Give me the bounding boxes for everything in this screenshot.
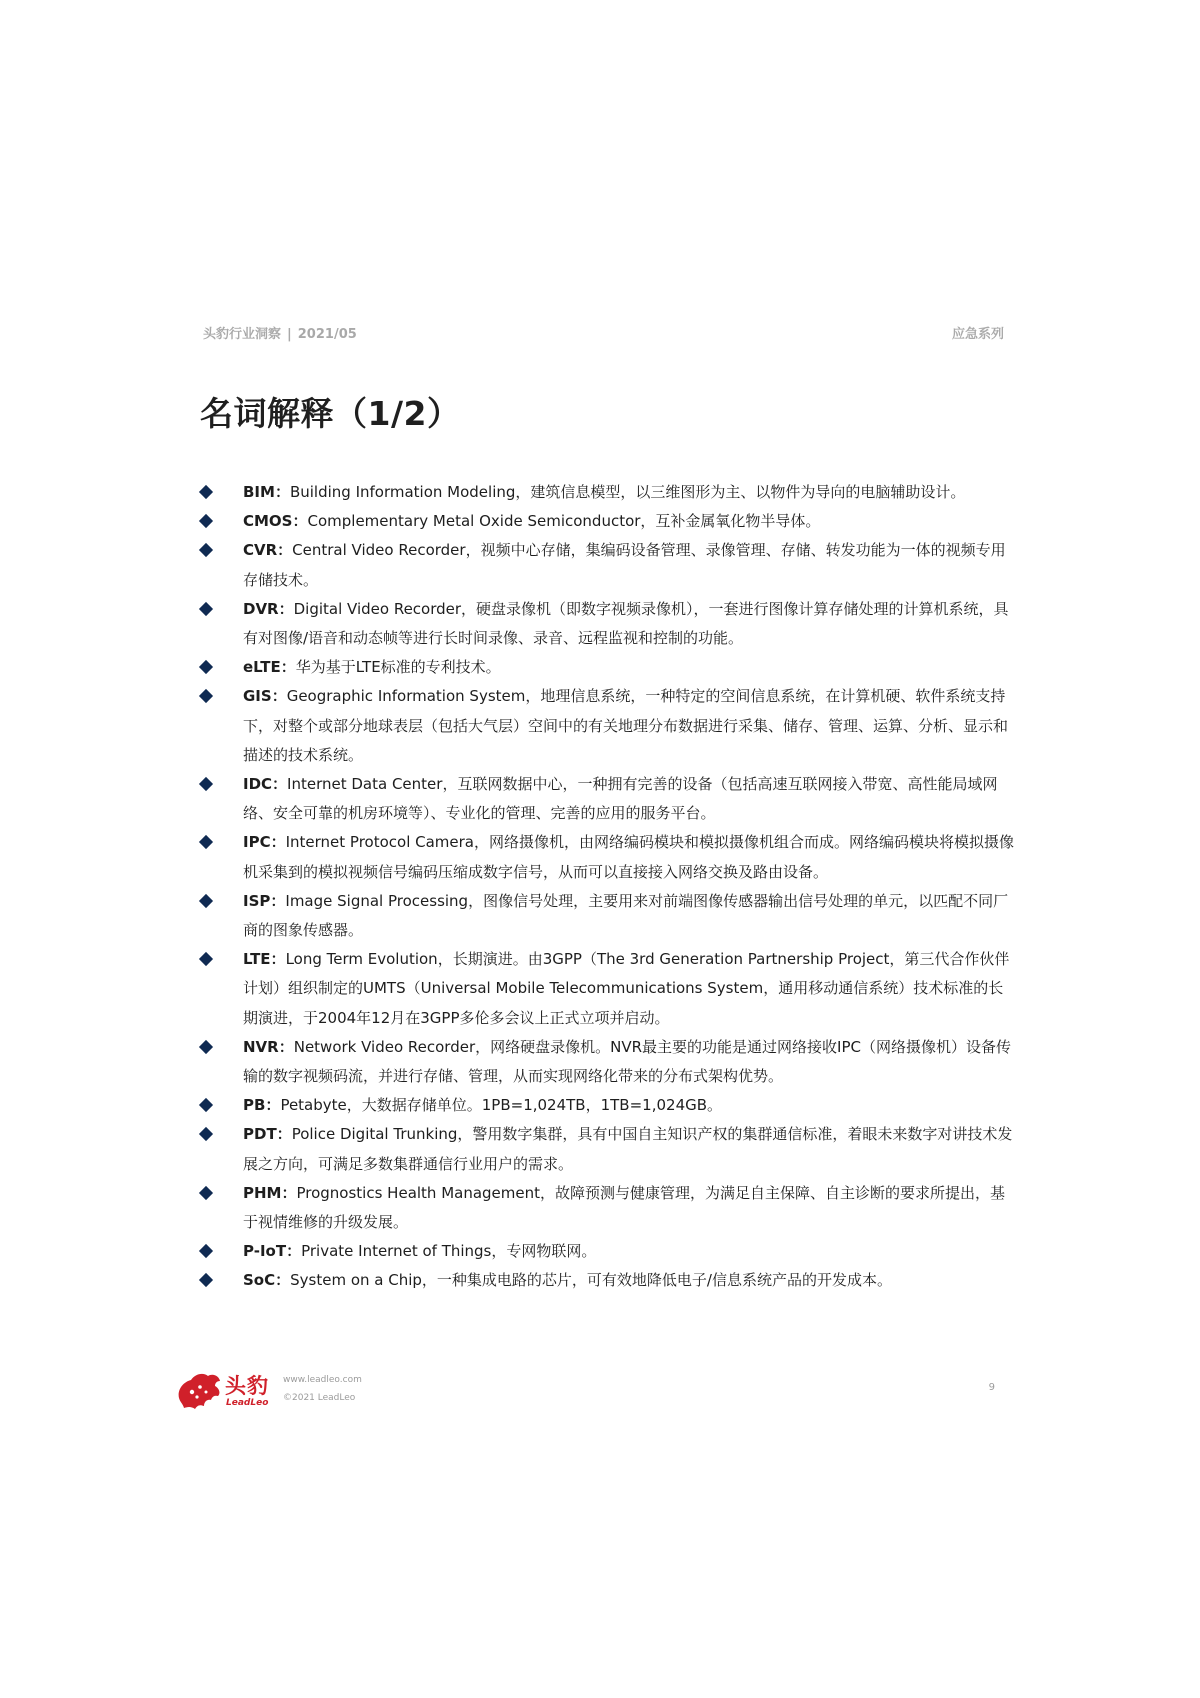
term-abbreviation: GIS： xyxy=(243,687,287,706)
glossary-item xyxy=(198,1120,1018,1178)
brand-name-cn: 头豹 xyxy=(225,1374,269,1398)
diamond-bullet-icon xyxy=(199,1098,213,1112)
header-left xyxy=(203,323,357,342)
term-abbreviation: CMOS： xyxy=(243,512,308,531)
diamond-bullet-icon xyxy=(199,894,213,908)
header-brand: 头豹行业洞察 xyxy=(203,327,282,342)
glossary-item xyxy=(198,1179,1018,1237)
term-definition: Internet Data Center，互联网数据中心，一种拥有完善的设备（包括高速互联网接入带宽、高性能局域网络、安全可靠的机房环境等）、专业化的管理、完善的应用的服务平台。 xyxy=(243,775,998,823)
diamond-bullet-icon xyxy=(199,952,213,966)
diamond-bullet-icon xyxy=(199,835,213,849)
term-abbreviation: BIM： xyxy=(243,483,290,501)
glossary-item xyxy=(198,1091,1018,1120)
diamond-bullet-icon xyxy=(199,602,213,616)
term-definition: Central Video Recorder，视频中心存储，集编码设备管理、录像管理、存储、转发功能为一体的视频专用存储技术。 xyxy=(243,541,1006,589)
glossary-item xyxy=(198,682,1018,770)
page-header xyxy=(203,323,1004,347)
glossary-item xyxy=(198,887,1018,945)
term-definition: Police Digital Trunking，警用数字集群，具有中国自主知识产权的集群通信标准，着眼未来数字对讲技术发展之方向，可满足多数集群通信行业用户的需求。 xyxy=(243,1125,1013,1173)
term-definition: Geographic Information System，地理信息系统，一种特定的空间信息系统，在计算机硬、软件系统支持下，对整个或部分地球表层（包括大气层）空间中的有关地理分布数据进行采集、储存、管理、运算、分析、显示和描述的技术系统。 xyxy=(243,687,1009,764)
glossary-item xyxy=(198,507,1018,536)
term-definition: Prognostics Health Management，故障预测与健康管理，为满足自主保障、自主诊断的要求所提出，基于视情维修的升级发展。 xyxy=(243,1183,1006,1232)
header-date: 2021/05 xyxy=(297,327,357,342)
glossary-item xyxy=(198,1266,1018,1295)
leopard-logo-icon xyxy=(175,1368,223,1410)
diamond-bullet-icon xyxy=(199,1186,213,1200)
term-definition: Image Signal Processing，图像信号处理，主要用来对前端图像传感器输出信号处理的单元，以匹配不同厂商的图象传感器。 xyxy=(243,891,1009,940)
glossary-item xyxy=(198,770,1018,828)
term-abbreviation: LTE： xyxy=(243,950,286,969)
header-series: 应急系列 xyxy=(951,327,1004,342)
term-abbreviation: ISP： xyxy=(243,891,286,910)
diamond-bullet-icon xyxy=(199,1244,213,1258)
diamond-bullet-icon xyxy=(199,543,213,557)
term-abbreviation: CVR： xyxy=(243,541,293,560)
term-definition: Network Video Recorder，网络硬盘录像机。NVR最主要的功能是通过网络接收IPC（网络摄像机）设备传输的数字视频码流，并进行存储、管理，从而实现网络化带来的分布式架构优势。 xyxy=(243,1037,1011,1086)
diamond-bullet-icon xyxy=(199,1127,213,1141)
term-definition: 华为基于LTE标准的专利技术。 xyxy=(295,658,501,677)
term-abbreviation: IPC： xyxy=(243,833,286,852)
glossary-item xyxy=(198,828,1018,886)
diamond-bullet-icon xyxy=(199,514,213,528)
term-abbreviation: eLTE： xyxy=(243,658,296,677)
page-footer xyxy=(175,1368,995,1418)
diamond-bullet-icon xyxy=(199,485,213,499)
term-definition: Digital Video Recorder，硬盘录像机（即数字视频录像机），一套进行图像计算存储处理的计算机系统，具有对图像/语音和动态帧等进行长时间录像、录音、远程监视和控制的功能。 xyxy=(243,599,1009,648)
diamond-bullet-icon xyxy=(199,660,213,674)
glossary-item xyxy=(198,536,1018,594)
term-abbreviation: PB： xyxy=(243,1096,281,1115)
diamond-bullet-icon xyxy=(199,1273,213,1287)
term-definition: Private Internet of Things，专网物联网。 xyxy=(301,1242,597,1261)
footer-copyright: ©2021 LeadLeo xyxy=(283,1393,356,1403)
page-title: 名词解释（1/2） xyxy=(200,394,461,433)
glossary-item xyxy=(198,1237,1018,1266)
diamond-bullet-icon xyxy=(199,689,213,703)
term-definition: System on a Chip，一种集成电路的芯片，可有效地降低电子/信息系统产品的开发成本。 xyxy=(290,1271,892,1290)
term-abbreviation: IDC： xyxy=(243,775,288,794)
glossary-item xyxy=(198,945,1018,1033)
term-definition: Long Term Evolution，长期演进。由3GPP（The 3rd Generation Partnership Project，第三代合作伙伴计划）组织制定的UMTS（Universal Mobile Telecommunications System，通用移动通信系统）技术标准的长期演进，于2004年12月在3GPP多伦多会议上正式立项并启动。 xyxy=(243,950,1010,1027)
diamond-bullet-icon xyxy=(199,777,213,791)
glossary-item xyxy=(198,653,1018,682)
glossary-list xyxy=(198,478,1018,1296)
header-separator: | xyxy=(287,327,292,342)
brand-name-en: LeadLeo xyxy=(226,1398,269,1408)
term-abbreviation: P-IoT： xyxy=(243,1242,302,1261)
glossary-item xyxy=(198,595,1018,653)
glossary-item xyxy=(198,1033,1018,1091)
footer-website[interactable]: www.leadleo.com xyxy=(283,1375,362,1385)
diamond-bullet-icon xyxy=(199,1040,213,1054)
glossary-item xyxy=(198,478,1018,507)
term-abbreviation: PDT： xyxy=(243,1125,292,1144)
term-abbreviation: SoC： xyxy=(243,1271,291,1290)
term-definition: Petabyte，大数据存储单位。1PB=1,024TB，1TB=1,024GB。 xyxy=(280,1096,723,1115)
term-definition: Internet Protocol Camera，网络摄像机，由网络编码模块和模拟摄像机组合而成。网络编码模块将模拟摄像机采集到的模拟视频信号编码压缩成数字信号，从而可以直接接入网络交换及路由设备。 xyxy=(243,833,1015,881)
term-definition: Complementary Metal Oxide Semiconductor，互补金属氧化物半导体。 xyxy=(307,512,821,531)
term-abbreviation: DVR： xyxy=(243,599,294,618)
term-abbreviation: NVR： xyxy=(243,1037,294,1056)
page-number: 9 xyxy=(988,1382,995,1393)
term-abbreviation: PHM： xyxy=(243,1183,297,1202)
term-definition: Building Information Modeling，建筑信息模型，以三维图形为主、以物件为导向的电脑辅助设计。 xyxy=(289,483,966,501)
